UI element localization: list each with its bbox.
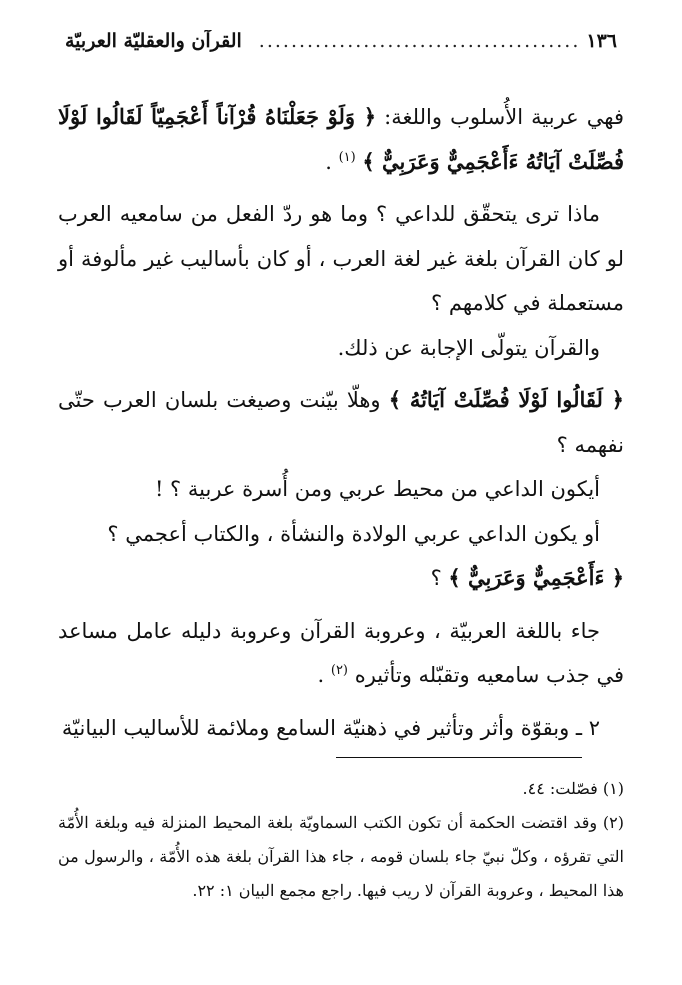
running-title: القرآن والعقليّة العربيّة xyxy=(65,30,242,52)
quran-verse-3: ﴿ ءَأَعْجَمِيٌّ وَعَرَبِيٌّ ﴾ xyxy=(448,565,624,590)
paragraph-8 xyxy=(58,609,624,698)
quran-verse-2: ﴿ لَقَالُوا لَوْلَا فُصِّلَتْ آيَاتُهُ ﴾ xyxy=(388,387,624,412)
paragraph-8-text: جاء باللغة العربيّة ، وعروبة القرآن وعروبة دليله عامل مساعد في جذب سامعيه وتقبّله وتأثيره xyxy=(58,618,624,687)
paragraph-8-end: . xyxy=(317,663,325,687)
footnote-1: (١) فصّلت: ٤٤. xyxy=(522,779,624,798)
paragraph-1 xyxy=(58,95,624,184)
footnote-divider xyxy=(336,757,582,758)
footnote-2: (٢) وقد اقتضت الحكمة أن تكون الكتب السماويّة بلغة المحيط المنزلة فيه وبلغة الأُمّة التي تقرؤه ، وكلّ نبيّ جاء بلسان قومه ، جاء هذا القرآن بلغة هذه الأُمّة ، والرسول من هذا المحيط ، وعروبة القرآن لا ريب فيها. راجع مجمع البيان ١: ٢٢. xyxy=(58,813,624,900)
footnotes xyxy=(58,772,624,908)
paragraph-4 xyxy=(58,378,624,467)
page-number: ١٣٦ xyxy=(586,30,617,52)
paragraph-3: والقرآن يتولّى الإجابة عن ذلك. xyxy=(337,335,600,360)
paragraph-1-end: . xyxy=(325,149,332,174)
main-text xyxy=(58,95,624,750)
page-header xyxy=(65,30,617,52)
paragraph-6: أو يكون الداعي عربي الولادة والنشأة ، والكتاب أعجمي ؟ xyxy=(107,521,600,546)
paragraph-5: أيكون الداعي من محيط عربي ومن أُسرة عربية ؟ ! xyxy=(154,477,600,501)
footnote-ref-2: (٢) xyxy=(330,663,348,678)
footnote-ref-1: (١) xyxy=(338,149,356,165)
paragraph-7-text: ؟ xyxy=(430,566,442,590)
paragraph-7 xyxy=(58,556,624,601)
paragraph-4-text: وهلّا بيّنت وصيغت بلسان العرب حتّى نفهمه ؟ xyxy=(58,388,624,457)
paragraph-1-text: فهي عربية الأُسلوب واللغة: xyxy=(376,105,625,129)
quran-verse-1: ﴿ وَلَوْ جَعَلْنَاهُ قُرْآناً أَعْجَمِيّاً لَقَالُوا لَوْلَا فُصِّلَتْ آيَاتُهُ ءَأَعْجَمِيٌّ وَعَرَبِيٌّ ﴾ xyxy=(58,104,624,174)
paragraph-2: ماذا ترى يتحقّق للداعي ؟ وما هو ردّ الفعل من سامعيه العرب لو كان القرآن بلغة غير لغة العرب ، أو كان بأساليب غير مألوفة أو مستعملة في كلامهم ؟ xyxy=(58,202,624,315)
header-leader-dots: ........................................ xyxy=(258,30,581,52)
paragraph-9: ٢ ـ وبقوّة وأثر وتأثير في ذهنيّة السامع وملائمة للأساليب البيانيّة xyxy=(61,715,600,740)
